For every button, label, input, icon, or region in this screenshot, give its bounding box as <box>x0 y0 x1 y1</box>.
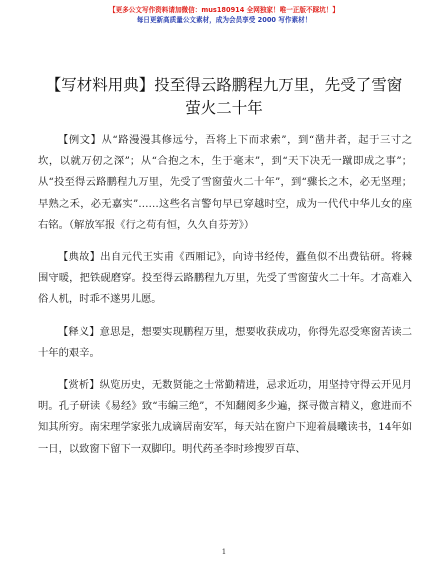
banner-line-2: 每日更新高质量公文素材，成为会员享受 2000 写作素材！ <box>136 15 312 24</box>
paragraph-text: 从“路漫漫其修远兮，吾将上下而求索”，到“凿井者，起于三寸之坎，以就万仞之深”；从“合抱之木，生于毫末”，到“天下决无一蹴即成之事”；从“投至得云路鹏程九万里，先受了雪窗萤火二十年”，到“骤长之木，必无坚理；早熟之禾，必无嘉实”……这些名言警句早已穿越时空，成为一代代中华儿女的座右铭。（解放军报《行之苟有恒，久久自芬芳》） <box>38 134 413 231</box>
promo-banner <box>0 6 448 25</box>
document-title: 【写材料用典】投至得云路鹏程九万里，先受了雪窗萤火二十年 <box>45 76 403 117</box>
document-body <box>38 130 412 471</box>
paragraph-text: 纵览历史，无数贤能之士常勤精进，忌求近功，用坚持守得云开见月明。孔子研读《易经》致“韦编三绝”，不知翻阅多少遍，探寻微言精义，愈进而不知其所穷。南宋理学家张九成谪居南安军，每天站在窗户下迎着晨曦读书，14年如一日，以致窗下留下一双脚印。明代药圣李时珍搜罗百草、 <box>38 379 413 455</box>
paragraph-tag: 【赏析】 <box>58 379 100 392</box>
banner-line-1: 【更多公文写作资料请加微信：mus180914 全网独家！唯一正版不踩坑！】 <box>109 6 339 14</box>
paragraph-text: 意思是，想要实现鹏程万里，想要收获成功，你得先忍受寒窗苦读二十年的艰辛。 <box>38 325 413 359</box>
paragraph-origin <box>38 247 412 311</box>
paragraph-tag: 【例文】 <box>58 134 102 146</box>
paragraph-meaning <box>38 322 412 364</box>
paragraph-tag: 【释义】 <box>58 325 100 338</box>
paragraph-text: 出自元代王实甫《西厢记》，向诗书经传，蠹鱼似不出费钻研。将棘围守暖，把铁砚磨穿。投至得云路鹏程九万里，先受了雪窗萤火二十年。才高难入俗人机，时乖不遂男儿愿。 <box>38 251 413 306</box>
paragraph-tag: 【典故】 <box>58 251 101 264</box>
page-number: 1 <box>221 548 227 556</box>
paragraph-example <box>38 130 412 236</box>
paragraph-appreciation <box>38 375 412 460</box>
